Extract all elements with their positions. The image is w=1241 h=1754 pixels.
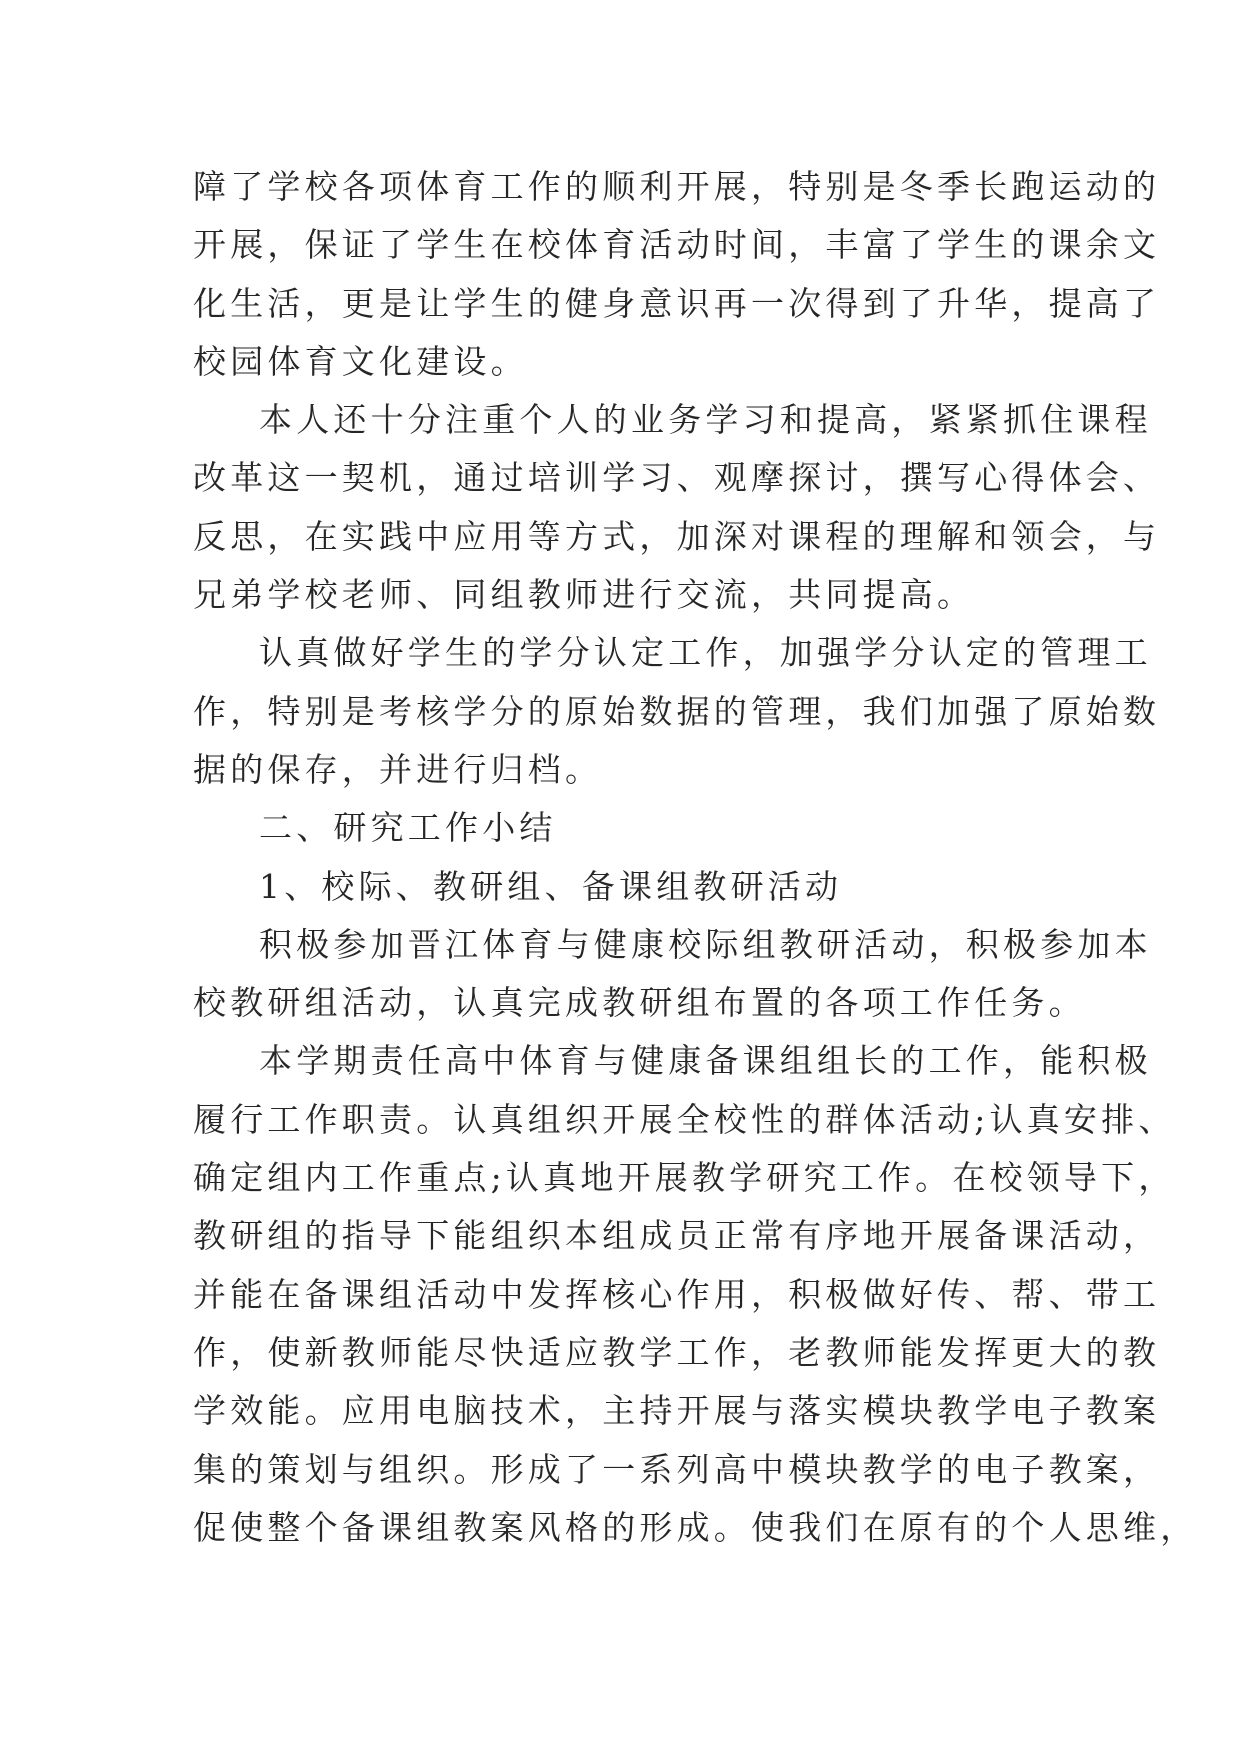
text-line: 履行工作职责。认真组织开展全校性的群体活动;认真安排、 <box>193 1099 1176 1139</box>
text-line: 反思，在实践中应用等方式，加深对课程的理解和领会，与 <box>193 516 1161 556</box>
text-line: 开展，保证了学生在校体育活动时间，丰富了学生的课余文 <box>193 225 1161 265</box>
text-line: 兄弟学校老师、同组教师进行交流，共同提高。 <box>193 575 975 615</box>
document-body <box>193 158 1198 1557</box>
paragraph-first-line: 认真做好学生的学分认定工作，加强学分认定的管理工 <box>259 633 1152 673</box>
text-line: 确定组内工作重点;认真地开展教学研究工作。在校领导下， <box>193 1158 1176 1198</box>
text-line: 改革这一契机，通过培训学习、观摩探讨，撰写心得体会、 <box>193 458 1161 498</box>
text-line: 化生活，更是让学生的健身意识再一次得到了升华，提高了 <box>193 283 1161 323</box>
text-line: 据的保存，并进行归档。 <box>193 749 603 789</box>
text-line: 作，使新教师能尽快适应教学工作，老教师能发挥更大的教 <box>193 1332 1161 1372</box>
paragraph-first-line: 本学期责任高中体育与健康备课组组长的工作，能积极 <box>259 1041 1152 1081</box>
text-line: 校教研组活动，认真完成教研组布置的各项工作任务。 <box>193 983 1086 1023</box>
paragraph-first-line: 本人还十分注重个人的业务学习和提高，紧紧抓住课程 <box>259 400 1152 440</box>
text-line: 障了学校各项体育工作的顺利开展，特别是冬季长跑运动的 <box>193 167 1161 206</box>
text-line: 校园体育文化建设。 <box>193 341 528 381</box>
subsection-heading: 1、校际、教研组、备课组教研活动 <box>259 866 843 906</box>
text-line: 教研组的指导下能组织本组成员正常有序地开展备课活动， <box>193 1216 1161 1256</box>
text-line: 学效能。应用电脑技术，主持开展与落实模块教学电子教案 <box>193 1391 1161 1431</box>
text-line: 促使整个备课组教案风格的形成。使我们在原有的个人思维， <box>193 1507 1198 1547</box>
paragraph-first-line: 积极参加晋江体育与健康校际组教研活动，积极参加本 <box>259 924 1152 964</box>
text-line: 集的策划与组织。形成了一系列高中模块教学的电子教案， <box>193 1449 1161 1489</box>
text-line: 并能在备课组活动中发挥核心作用，积极做好传、帮、带工 <box>193 1274 1161 1314</box>
section-heading: 二、研究工作小结 <box>259 808 557 848</box>
text-line: 作，特别是考核学分的原始数据的管理，我们加强了原始数 <box>193 691 1161 731</box>
